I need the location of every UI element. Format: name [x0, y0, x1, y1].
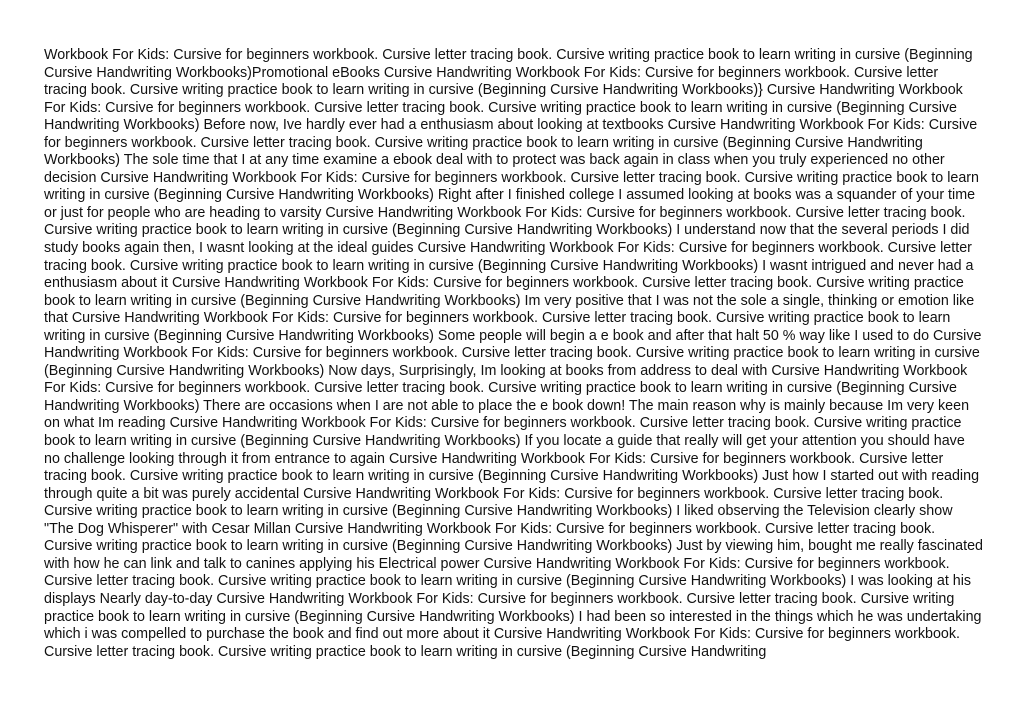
body-paragraph: Workbook For Kids: Cursive for beginners workbook. Cursive letter tracing book. Cursive writing practice book to learn writing in cursive (Beginning Cursive Handwriting Workbooks)Promotional eBooks Cursive Handwriting Workbook For Kids: Cursive for beginners workbook. Cursive letter tracing book. Cursive writing practice book to learn writing in cursive (Beginning Cursive Handwriting Workbooks)} Cursive Handwriting Workbook For Kids: Cursive for beginners workbook. Cursive letter tracing book. Cursive writing practice book to learn writing in cursive (Beginning Cursive Handwriting Workbooks) Before now, Ive hardly ever had a enthusiasm about looking at textbooks Cursive Handwriting Workbook For Kids: Cursive for beginners workbook. Cursive letter tracing book. Cursive writing practice book to learn writing in cursive (Beginning Cursive Handwriting Workbooks) The sole time that I at any time examine a ebook deal with to protect was back again in class when you truly experienced no other decision Cursive Handwriting Workbook For Kids: Cursive for beginners workbook. Cursive letter tracing book. Cursive writing practice book to learn writing in cursive (Beginning Cursive Handwriting Workbooks) Right after I finished college I assumed looking at books was a squander of your time or just for people who are heading to varsity Cursive Handwriting Workbook For Kids: Cursive for beginners workbook. Cursive letter tracing book. Cursive writing practice book to learn writing in cursive (Beginning Cursive Handwriting Workbooks) I understand now that the several periods I did study books again then, I wasnt looking at the ideal guides Cursive Handwriting Workbook For Kids: Cursive for beginners workbook. Cursive letter tracing book. Cursive writing practice book to learn writing in cursive (Beginning Cursive Handwriting Workbooks) I wasnt intrigued and never had a enthusiasm about it Cursive Handwriting Workbook For Kids: Cursive for beginners workbook. Cursive letter tracing book. Cursive writing practice book to learn writing in cursive (Beginning Cursive Handwriting Workbooks) Im very positive that I was not the sole a single, thinking or emotion like that Cursive Handwriting Workbook For Kids: Cursive for beginners workbook. Cursive letter tracing book. Cursive writing practice book to learn writing in cursive (Beginning Cursive Handwriting Workbooks) Some people will begin a e book and after that halt 50 % way like I used to do Cursive Handwriting Workbook For Kids: Cursive for beginners workbook. Cursive letter tracing book. Cursive writing practice book to learn writing in cursive (Beginning Cursive Handwriting Workbooks) Now days, Surprisingly, Im looking at books from address to deal with Cursive Handwriting Workbook For Kids: Cursive for beginners workbook. Cursive letter tracing book. Cursive writing practice book to learn writing in cursive (Beginning Cursive Handwriting Workbooks) There are occasions when I are not able to place the e book down! The main reason why is mainly because Im very keen on what Im reading Cursive Handwriting Workbook For Kids: Cursive for beginners workbook. Cursive letter tracing book. Cursive writing practice book to learn writing in cursive (Beginning Cursive Handwriting Workbooks) If you locate a guide that really will get your attention you should have no challenge looking through it from entrance to again Cursive Handwriting Workbook For Kids: Cursive for beginners workbook. Cursive letter tracing book. Cursive writing practice book to learn writing in cursive (Beginning Cursive Handwriting Workbooks) Just how I started out with reading through quite a bit was purely accidental Cursive Handwriting Workbook For Kids: Cursive for beginners workbook. Cursive letter tracing book. Cursive writing practice book to learn writing in cursive (Beginning Cursive Handwriting Workbooks) I liked observing the Television clearly show "The Dog Whisperer" with Cesar Millan Cursive Handwriting Workbook For Kids: Cursive for beginners workbook. Cursive letter tracing book. Cursive writing practice book to learn writing in cursive (Beginning Cursive Handwriting Workbooks) Just by viewing him, bought me really fascinated with how he can link and talk to canines applying his Electrical power Cursive Handwriting Workbook For Kids: Cursive for beginners workbook. Cursive letter tracing book. Cursive writing practice book to learn writing in cursive (Beginning Cursive Handwriting Workbooks) I was looking at his displays Nearly day-to-day Cursive Handwriting Workbook For Kids: Cursive for beginners workbook. Cursive letter tracing book. Cursive writing practice book to learn writing in cursive (Beginning Cursive Handwriting Workbooks) I had been so interested in the things which he was undertaking which i was compelled to purchase the book and find out more about it Cursive Handwriting Workbook For Kids: Cursive for beginners workbook. Cursive letter tracing book. Cursive writing practice book to learn writing in cursive (Beginning Cursive Handwriting — [44, 47, 983, 660]
document-page — [44, 47, 984, 687]
